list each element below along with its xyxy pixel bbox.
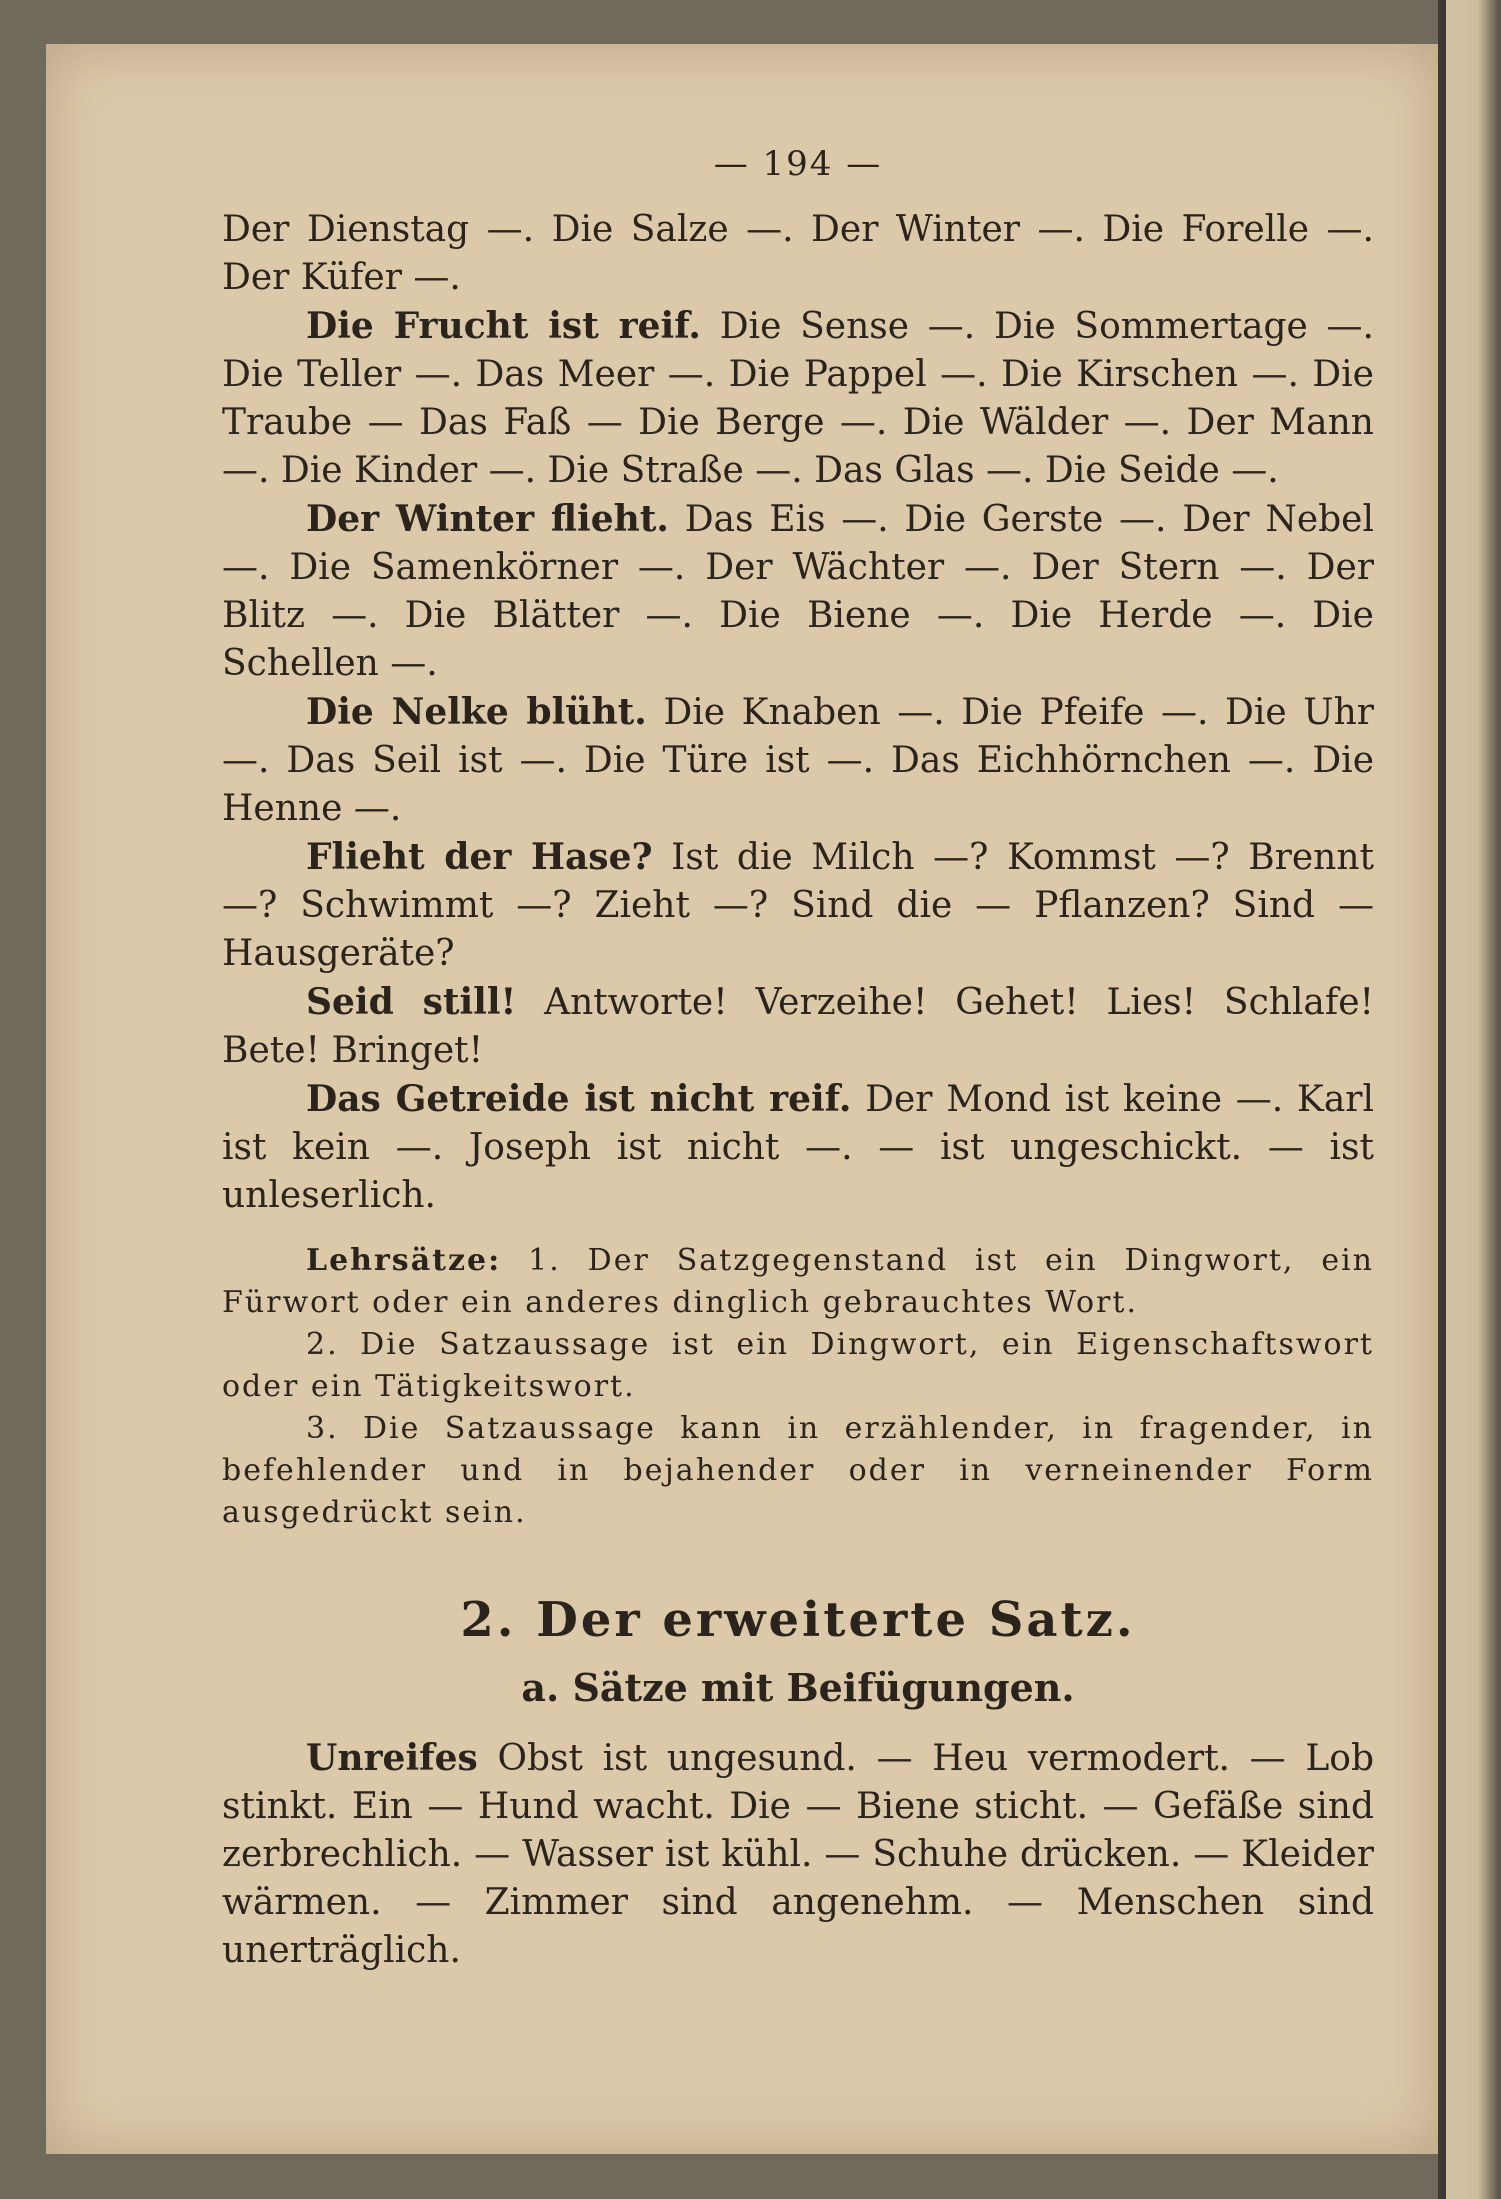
- paragraph-2-text: Das Eis —. Die Gerste —. Der Nebel —. Die Samenkörner —. Der Wächter —. Der Stern —. Der Blitz —. Die Blätter —. Die Biene —. Die Herde —. Die Schellen —.: [222, 499, 1374, 684]
- rule-3: [222, 1408, 1374, 1534]
- final-paragraph-text: Obst ist ungesund. — Heu vermodert. — Lob stinkt. Ein — Hund wacht. Die — Biene sticht. — Gefäße sind zerbrechlich. — Wasser ist kühl. — Schuhe drücken. — Kleider wärmen. — Zimmer sind angenehm. — Menschen sind unerträglich.: [222, 1738, 1374, 1971]
- rule-3-text: 3. Die Satzaussage kann in erzählender, in fragender, in befehlender und in bejahender oder in verneinender Form ausgedrückt sein.: [222, 1411, 1374, 1530]
- paragraph-2: [222, 495, 1374, 688]
- paragraph-5-lead: Seid still!: [306, 981, 517, 1023]
- paragraph-5: [222, 978, 1374, 1075]
- final-paragraph-lead: Unreifes: [306, 1737, 478, 1779]
- paragraph-1-text: Die Sense —. Die Sommertage —. Die Teller —. Das Meer —. Die Pappel —. Die Kirschen —. Die Traube — Das Faß — Die Berge —. Die Wälder —. Der Mann —. Die Kinder —. Die Straße —. Das Glas —. Die Seide —.: [222, 306, 1374, 491]
- book-spine: [1438, 0, 1501, 2199]
- paragraph-0: [222, 206, 1374, 302]
- section-heading: 2. Der erweiterte Satz.: [460, 1592, 1136, 1648]
- paragraph-4: [222, 833, 1374, 978]
- subsection-heading: a. Sätze mit Beifügungen.: [521, 1665, 1075, 1710]
- paragraph-0-text: Der Dienstag —. Die Salze —. Der Winter —. Die Forelle —. Der Küfer —.: [222, 209, 1374, 298]
- rules-label: Lehrsätze:: [306, 1243, 502, 1278]
- paragraph-3-text: Die Knaben —. Die Pfeife —. Die Uhr —. Das Seil ist —. Die Türe ist —. Das Eichhörnchen —. Die Henne —.: [222, 692, 1374, 829]
- paragraph-3-lead: Die Nelke blüht.: [306, 691, 647, 733]
- paragraph-6: [222, 1075, 1374, 1220]
- final-paragraph: [222, 1734, 1374, 1975]
- paragraph-5-text: Antworte! Verzeihe! Gehet! Lies! Schlafe! Bete! Bringet!: [222, 982, 1374, 1071]
- paragraph-4-lead: Flieht der Hase?: [306, 836, 653, 878]
- page-number: — 194 —: [713, 144, 883, 184]
- paragraph-4-text: Ist die Milch —? Kommst —? Brennt —? Schwimmt —? Zieht —? Sind die — Pflanzen? Sind — Hausgeräte?: [222, 837, 1374, 974]
- rule-2-text: 2. Die Satzaussage ist ein Dingwort, ein Eigenschaftswort oder ein Tätigkeitswort.: [222, 1327, 1374, 1404]
- rule-1-text: 1. Der Satzgegenstand ist ein Dingwort, ein Fürwort oder ein anderes dinglich gebrauchtes Wort.: [222, 1243, 1374, 1320]
- paragraph-6-text: Der Mond ist keine —. Karl ist kein —. Joseph ist nicht —. — ist ungeschickt. — ist unleserlich.: [222, 1079, 1374, 1216]
- paragraph-2-lead: Der Winter flieht.: [306, 498, 669, 540]
- paragraph-1-lead: Die Frucht ist reif.: [306, 305, 701, 347]
- paragraph-3: [222, 688, 1374, 833]
- rule-2: [222, 1324, 1374, 1408]
- paragraph-6-lead: Das Getreide ist nicht reif.: [306, 1078, 852, 1120]
- page-text: [222, 140, 1374, 1975]
- paragraph-1: [222, 302, 1374, 495]
- rules-block: [222, 1240, 1374, 1534]
- rule-1: [222, 1240, 1374, 1324]
